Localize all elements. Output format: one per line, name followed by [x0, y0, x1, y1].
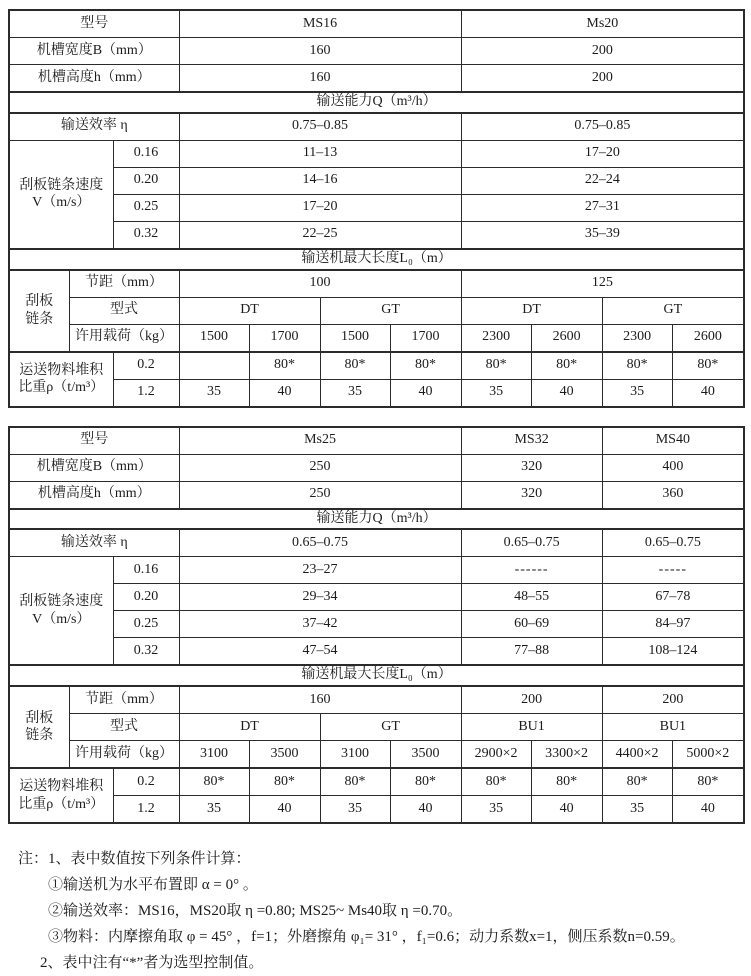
value-cell: 40: [249, 379, 320, 407]
value-cell: 40: [249, 796, 320, 824]
density-value: 0.2: [113, 768, 179, 796]
model-value: Ms20: [461, 10, 744, 38]
value-cell: 250: [179, 454, 461, 481]
value-cell: 35: [461, 796, 531, 824]
value-cell: 200: [461, 65, 744, 93]
length-band-header: 输送机最大长度L₀（m）: [9, 665, 744, 686]
chain-label-cell: [9, 270, 69, 352]
value-cell: 22–24: [461, 167, 744, 194]
value-cell: 0.75–0.85: [179, 113, 461, 141]
speed-label-line1: 刮板链条速度: [19, 177, 104, 193]
value-cell: 84–97: [602, 611, 744, 638]
table-row: [9, 92, 744, 113]
table-row: [9, 167, 744, 194]
table-row: [9, 297, 744, 324]
density-label-cell: [9, 768, 113, 823]
value-cell: GT: [602, 297, 744, 324]
value-cell: 35: [602, 796, 672, 824]
capacity-band-header: 输送能力Q（m³/h）: [9, 92, 744, 113]
value-cell: GT: [320, 714, 461, 741]
table-row: [9, 768, 744, 796]
value-cell: 40: [390, 796, 461, 824]
table-row: [9, 249, 744, 270]
row-label-efficiency: 输送效率 η: [9, 113, 179, 141]
value-cell: 320: [461, 454, 602, 481]
value-cell: 0.65–0.75: [602, 529, 744, 557]
value-cell: [179, 352, 249, 380]
length-band-header: 输送机最大长度L₀（m）: [9, 249, 744, 270]
value-cell: 0.75–0.85: [461, 113, 744, 141]
value-cell: 160: [179, 38, 461, 65]
density-value: 1.2: [113, 379, 179, 407]
value-cell: 23–27: [179, 557, 461, 584]
density-label-cell: [9, 352, 113, 407]
table-row: [9, 10, 744, 38]
speed-label-line2: V（m/s）: [32, 611, 91, 627]
spec-table-ms25-ms40: [8, 426, 745, 825]
speed-value: 0.16: [113, 140, 179, 167]
table-row: [9, 140, 744, 167]
chain-label-line2: 链条: [25, 311, 54, 327]
row-label-pitch: 节距（mm）: [69, 686, 179, 714]
table-row: [9, 270, 744, 298]
value-cell: 35: [320, 379, 390, 407]
speed-value: 0.32: [113, 638, 179, 666]
table-row: [9, 665, 744, 686]
value-cell: 80*: [320, 768, 390, 796]
model-value: MS40: [602, 427, 744, 455]
value-cell: 0.65–0.75: [179, 529, 461, 557]
chain-label-line2: 链条: [25, 728, 54, 744]
row-label-trough-height: 机槽高度h（mm）: [9, 65, 179, 93]
row-label-model: 型号: [9, 427, 179, 455]
table-row: [9, 481, 744, 509]
table-row: [9, 796, 744, 824]
value-cell: 0.65–0.75: [461, 529, 602, 557]
value-cell: -----: [602, 557, 744, 584]
value-cell: 80*: [531, 352, 602, 380]
table-row: [9, 379, 744, 407]
table-row: [9, 324, 744, 352]
table-row: [9, 611, 744, 638]
value-cell: 80*: [602, 352, 672, 380]
note-line-3: ②输送效率：MS16，MS20取 η =0.80; MS25~ Ms40取 η =0.70。: [48, 903, 463, 920]
value-cell: DT: [179, 297, 320, 324]
value-cell: 1500: [320, 324, 390, 352]
value-cell: 35: [602, 379, 672, 407]
value-cell: 35: [461, 379, 531, 407]
speed-value: 0.25: [113, 194, 179, 221]
note-line-1: 注：1、表中数值按下列条件计算：: [18, 851, 251, 868]
value-cell: 80*: [249, 768, 320, 796]
table-row: [9, 509, 744, 530]
table-row: [9, 584, 744, 611]
value-cell: 80*: [249, 352, 320, 380]
table-row: [9, 686, 744, 714]
value-cell: BU1: [602, 714, 744, 741]
value-cell: 22–25: [179, 221, 461, 249]
value-cell: 2300: [602, 324, 672, 352]
notes-block: [10, 846, 743, 976]
speed-label-cell: [9, 557, 113, 666]
value-cell: 2600: [672, 324, 744, 352]
value-cell: 37–42: [179, 611, 461, 638]
value-cell: 17–20: [179, 194, 461, 221]
row-label-load: 许用载荷（kg）: [69, 741, 179, 769]
row-label-trough-width: 机槽宽度B（mm）: [9, 38, 179, 65]
value-cell: 4400×2: [602, 741, 672, 769]
value-cell: 200: [461, 38, 744, 65]
value-cell: 29–34: [179, 584, 461, 611]
value-cell: 40: [672, 796, 744, 824]
value-cell: 80*: [461, 352, 531, 380]
value-cell: 67–78: [602, 584, 744, 611]
value-cell: 35–39: [461, 221, 744, 249]
value-cell: 360: [602, 481, 744, 509]
value-cell: 1700: [249, 324, 320, 352]
value-cell: 200: [602, 686, 744, 714]
row-label-type: 型式: [69, 714, 179, 741]
value-cell: 3500: [249, 741, 320, 769]
value-cell: 14–16: [179, 167, 461, 194]
value-cell: 1700: [390, 324, 461, 352]
row-label-trough-height: 机槽高度h（mm）: [9, 481, 179, 509]
value-cell: 250: [179, 481, 461, 509]
value-cell: 17–20: [461, 140, 744, 167]
value-cell: DT: [179, 714, 320, 741]
density-label-line2: 比重ρ（t/m³）: [18, 796, 105, 812]
value-cell: 27–31: [461, 194, 744, 221]
value-cell: 40: [531, 796, 602, 824]
table-row: [9, 194, 744, 221]
density-value: 0.2: [113, 352, 179, 380]
value-cell: 80*: [179, 768, 249, 796]
value-cell: 1500: [179, 324, 249, 352]
note-line-5: 2、表中注有“*”者为选型控制值。: [40, 955, 264, 972]
value-cell: 160: [179, 65, 461, 93]
value-cell: 35: [179, 796, 249, 824]
value-cell: 40: [672, 379, 744, 407]
value-cell: 80*: [461, 768, 531, 796]
table-row: [9, 352, 744, 380]
table-row: [9, 113, 744, 141]
value-cell: 35: [179, 379, 249, 407]
table-row: [9, 454, 744, 481]
speed-label-cell: [9, 140, 113, 249]
chain-label-line1: 刮板: [25, 710, 54, 726]
speed-value: 0.20: [113, 584, 179, 611]
value-cell: 3300×2: [531, 741, 602, 769]
chain-label-cell: [9, 686, 69, 768]
value-cell: 400: [602, 454, 744, 481]
value-cell: 3500: [390, 741, 461, 769]
density-label-line1: 运送物料堆积: [19, 362, 104, 378]
value-cell: 200: [461, 686, 602, 714]
value-cell: 35: [320, 796, 390, 824]
value-cell: 80*: [390, 352, 461, 380]
note-line-4: ③物料：内摩擦角取 φ = 45° ，f=1；外磨擦角 φ₁= 31° ，f₁=0.6；动力系数x=1，侧压系数n=0.59。: [48, 929, 685, 946]
capacity-band-header: 输送能力Q（m³/h）: [9, 509, 744, 530]
speed-value: 0.20: [113, 167, 179, 194]
table-row: [9, 714, 744, 741]
row-label-pitch: 节距（mm）: [69, 270, 179, 298]
density-value: 1.2: [113, 796, 179, 824]
table-row: [9, 38, 744, 65]
speed-label-line1: 刮板链条速度: [19, 594, 104, 610]
chain-label-line1: 刮板: [25, 294, 54, 310]
value-cell: 40: [531, 379, 602, 407]
density-label-line2: 比重ρ（t/m³）: [18, 380, 105, 396]
value-cell: 80*: [672, 768, 744, 796]
model-value: MS16: [179, 10, 461, 38]
value-cell: 80*: [320, 352, 390, 380]
value-cell: 80*: [672, 352, 744, 380]
value-cell: 160: [179, 686, 461, 714]
row-label-efficiency: 输送效率 η: [9, 529, 179, 557]
density-label-line1: 运送物料堆积: [19, 779, 104, 795]
row-label-model: 型号: [9, 10, 179, 38]
value-cell: 100: [179, 270, 461, 298]
table-row: [9, 638, 744, 666]
table-row: [9, 221, 744, 249]
row-label-load: 许用载荷（kg）: [69, 324, 179, 352]
value-cell: 2900×2: [461, 741, 531, 769]
spec-table-ms16-ms20: [8, 9, 745, 408]
value-cell: 48–55: [461, 584, 602, 611]
table-row: [9, 65, 744, 93]
table-row: [9, 557, 744, 584]
value-cell: 108–124: [602, 638, 744, 666]
value-cell: 77–88: [461, 638, 602, 666]
value-cell: 320: [461, 481, 602, 509]
value-cell: 3100: [179, 741, 249, 769]
value-cell: 47–54: [179, 638, 461, 666]
value-cell: BU1: [461, 714, 602, 741]
value-cell: GT: [320, 297, 461, 324]
table-row: [9, 741, 744, 769]
value-cell: 2600: [531, 324, 602, 352]
model-value: Ms25: [179, 427, 461, 455]
model-value: MS32: [461, 427, 602, 455]
value-cell: 3100: [320, 741, 390, 769]
row-label-type: 型式: [69, 297, 179, 324]
value-cell: 11–13: [179, 140, 461, 167]
note-line-2: ①输送机为水平布置即 α = 0° 。: [48, 877, 258, 894]
value-cell: 125: [461, 270, 744, 298]
value-cell: 40: [390, 379, 461, 407]
value-cell: 2300: [461, 324, 531, 352]
speed-value: 0.32: [113, 221, 179, 249]
value-cell: 80*: [602, 768, 672, 796]
table-row: [9, 529, 744, 557]
value-cell: 60–69: [461, 611, 602, 638]
value-cell: 80*: [531, 768, 602, 796]
row-label-trough-width: 机槽宽度B（mm）: [9, 454, 179, 481]
speed-value: 0.16: [113, 557, 179, 584]
speed-label-line2: V（m/s）: [32, 195, 91, 211]
value-cell: DT: [461, 297, 602, 324]
value-cell: 5000×2: [672, 741, 744, 769]
table-row: [9, 427, 744, 455]
value-cell: 80*: [390, 768, 461, 796]
speed-value: 0.25: [113, 611, 179, 638]
value-cell: ------: [461, 557, 602, 584]
